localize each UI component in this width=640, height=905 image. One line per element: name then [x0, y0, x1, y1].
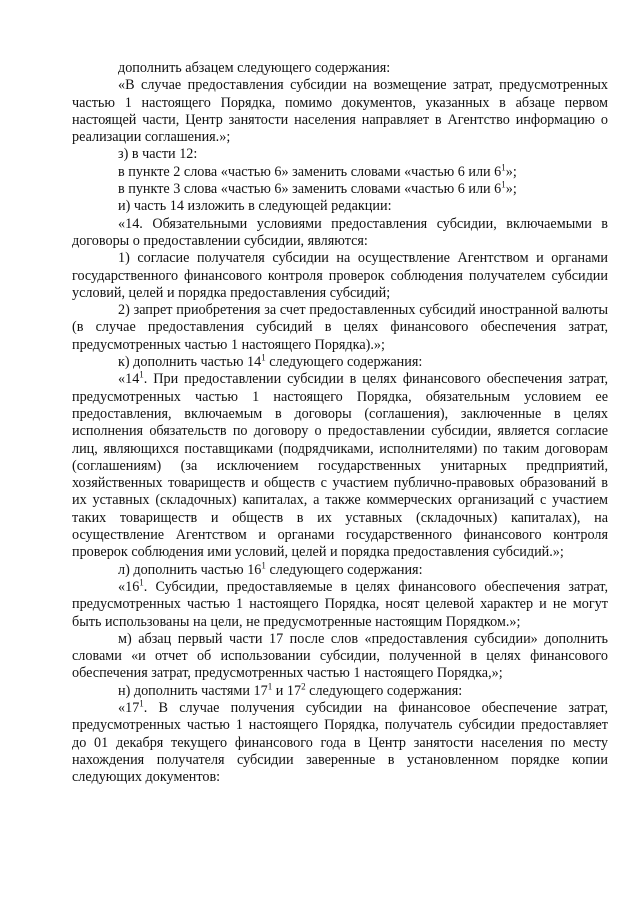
text-run: »;	[505, 181, 517, 198]
text-run: з) в части 12:	[118, 146, 198, 163]
text-run: . Субсидии, предоставляемые в целях финансового обеспечения затрат, предусмотренных частью 1 настоящего Порядка, носят целевой характер и не могут быть использованы на цели, не предусмотренные настоящим Порядком.»;	[72, 578, 608, 630]
text-run: л) дополнить частью 16	[118, 561, 262, 578]
paragraph	[72, 579, 608, 631]
paragraph	[72, 146, 608, 163]
superscript-index: 2	[301, 680, 306, 691]
paragraph	[72, 77, 608, 146]
text-run: следующего содержания:	[265, 561, 423, 578]
text-run: «14	[118, 371, 140, 388]
paragraph	[72, 700, 608, 786]
text-run: и 17	[272, 682, 302, 699]
superscript-index: 1	[261, 559, 266, 570]
paragraph	[72, 559, 608, 579]
superscript-index: 1	[139, 698, 144, 709]
paragraph	[72, 60, 608, 77]
superscript-index: 1	[139, 369, 144, 380]
paragraph	[72, 354, 608, 371]
superscript-index: 1	[261, 352, 266, 363]
text-run: «16	[118, 578, 140, 595]
paragraph	[72, 216, 608, 251]
text-run: следующего содержания:	[265, 354, 423, 371]
paragraph	[72, 631, 608, 683]
text-run: и) часть 14 изложить в следующей редакции:	[118, 198, 392, 215]
text-run: «14. Обязательными условиями предоставления субсидии, включаемыми в договоры о предоставлении субсидии, являются:	[72, 215, 608, 249]
superscript-index: 1	[501, 179, 506, 190]
paragraph	[72, 198, 608, 215]
paragraph	[72, 371, 608, 561]
paragraph	[72, 181, 608, 198]
paragraph	[72, 680, 608, 700]
text-run: . В случае получения субсидии на финансовое обеспечение затрат, предусмотренных частью 1 настоящего Порядка, получатель субсидии предоставляет до 01 декабря текущего финансового года в Центр занятости населения по месту нахождения получателя субсидии заверенные в установленном порядке копии следующих документов:	[72, 699, 608, 786]
text-run: »;	[505, 163, 517, 180]
text-run: м) абзац первый части 17 после слов «предоставления субсидии» дополнить словами «и отчет об использовании субсидии, полученной в целях финансового обеспечения затрат, предусмотренных частью 1 настоящего Порядка,»;	[72, 630, 608, 682]
text-run: дополнить абзацем следующего содержания:	[118, 60, 391, 76]
text-run: . При предоставлении субсидии в целях финансового обеспечения затрат, предусмотренных частью 1 настоящего Порядка, обязательным условием ее предоставления, включаемым в договоры (соглашения), заключенные в целях исполнения обязательств по договору о предоставлении субсидии, является согласие лиц, являющихся поставщиками (подрядчиками, исполнителями) по таким договорам (соглашениям) (за исключением государственных унитарных предприятий, хозяйственных товариществ и обществ с участием публично-правовых образований в их уставных (складочных) капиталах, а также коммерческих организаций с участием таких товариществ и обществ в их уставных (складочных) капиталах), на осуществление Агентством и органами государственного финансового контроля проверок соблюдения ими условий, целей и порядка предоставления субсидий.»;	[72, 371, 608, 561]
paragraph	[72, 164, 608, 181]
text-run: н) дополнить частями 17	[118, 682, 268, 699]
superscript-index: 1	[139, 577, 144, 588]
paragraph	[72, 302, 608, 354]
text-run: в пункте 2 слова «частью 6» заменить словами «частью 6 или 6	[118, 163, 502, 180]
text-run: следующего содержания:	[305, 682, 463, 699]
text-run: «В случае предоставления субсидии на возмещение затрат, предусмотренных частью 1 настоящего Порядка, помимо документов, указанных в абзаце первом настоящей части, Центр занятости населения направляет в Агентство информацию о реализации соглашения.»;	[72, 77, 608, 146]
text-run: 2) запрет приобретения за счет предоставленных субсидий иностранной валюты (в случае предоставления субсидий в целях финансового обеспечения затрат, предусмотренных частью 1 настоящего Порядка).»;	[72, 302, 608, 353]
text-run: в пункте 3 слова «частью 6» заменить словами «частью 6 или 6	[118, 181, 502, 198]
text-run: к) дополнить частью 14	[118, 354, 262, 371]
text-run: «17	[118, 699, 140, 716]
text-run: 1) согласие получателя субсидии на осуществление Агентством и органами государственного финансового контроля проверок соблюдения получателем субсидии условий, целей и порядка предоставления субсидий;	[72, 250, 608, 301]
superscript-index: 1	[267, 680, 273, 691]
paragraph	[72, 250, 608, 302]
superscript-index: 1	[501, 162, 506, 173]
